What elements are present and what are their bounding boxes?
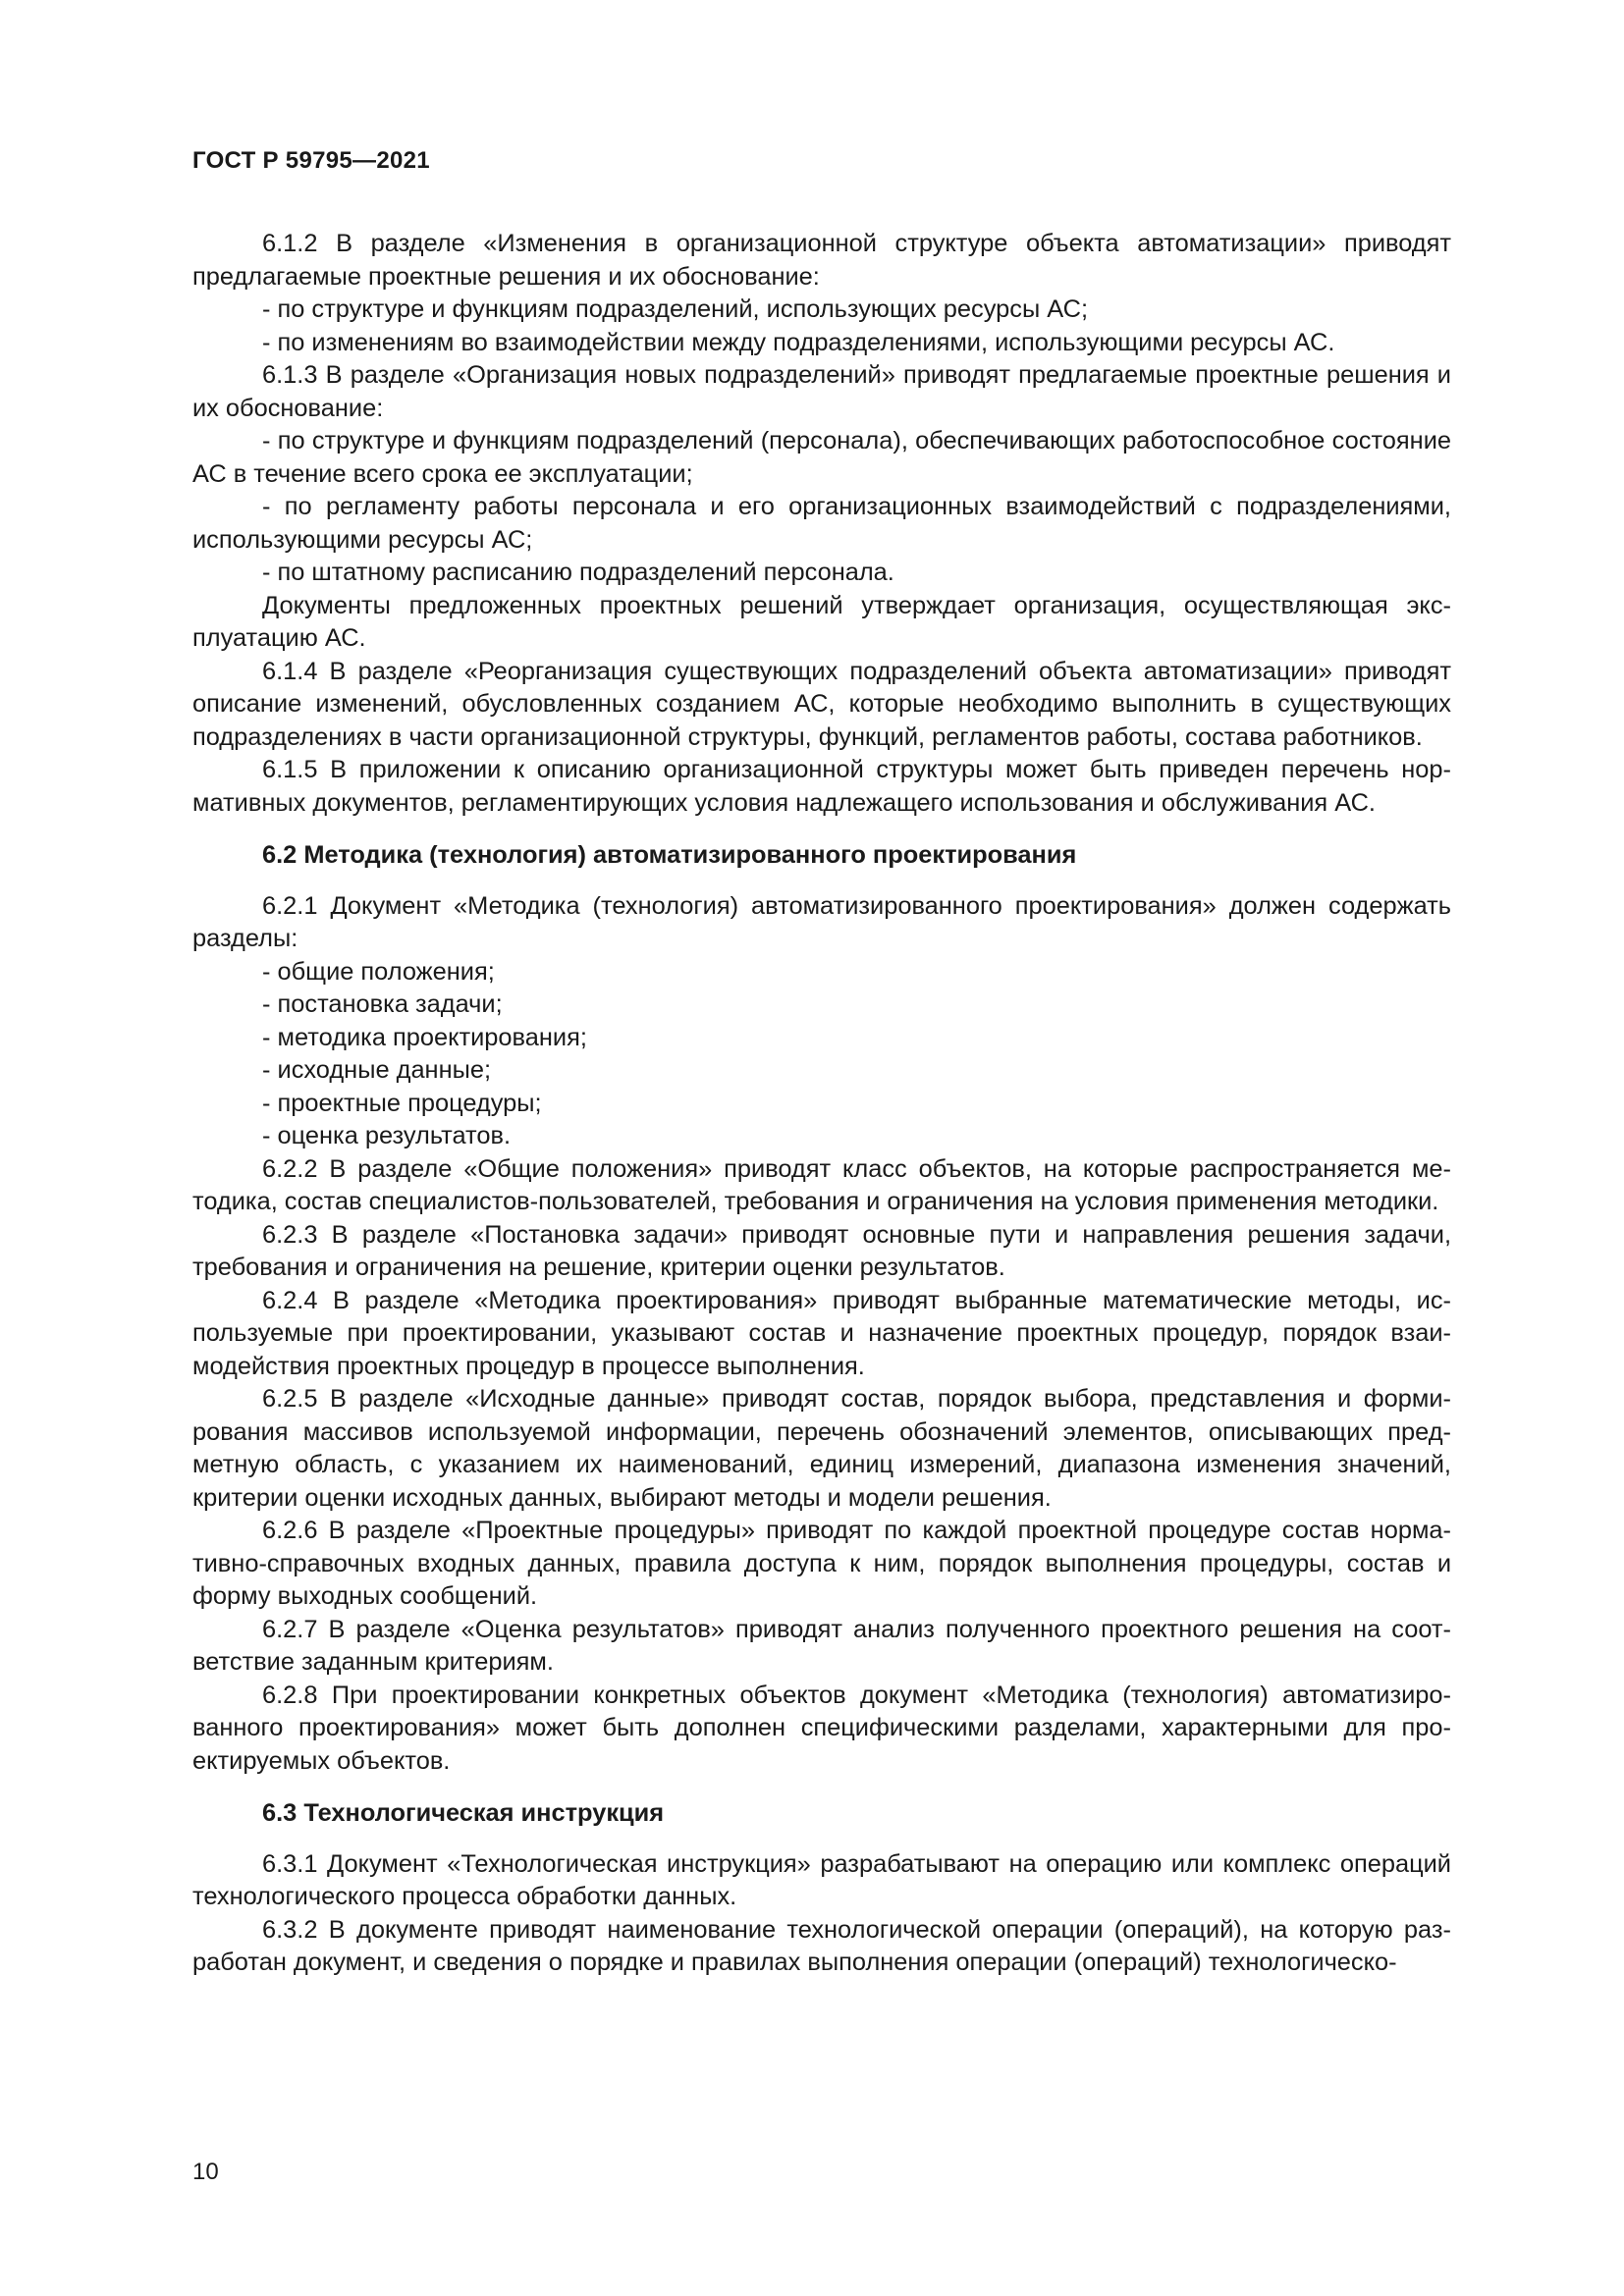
clause-6-2-6: 6.2.6 В разделе «Проектные процедуры» приводят по каждой проектной процедуре состав нормативно-справочных входных данных, правила доступа к ним, порядок выполнения процедуры, состав и форму выходных сообщений. xyxy=(192,1517,1451,1610)
section-heading-6-2: 6.2 Методика (технология) автоматизированного проектирования xyxy=(262,841,1077,869)
list-item: - проектные процедуры; xyxy=(262,1089,542,1117)
clause-6-1-2: 6.1.2 В разделе «Изменения в организационной структуре объекта автоматизации» приводят предлагаемые проектные решения и их обоснование: xyxy=(192,230,1451,291)
clause-6-3-2: 6.3.2 В документе приводят наименование технологической операции (операций), на которую разработан документ, и сведения о порядке и правилах выполнения операции (операций) технологическо- xyxy=(192,1915,1451,1976)
clause-6-2-7: 6.2.7 В разделе «Оценка результатов» приводят анализ полученного проектного решения на соответствие заданным критериям. xyxy=(192,1615,1451,1676)
list-item: - исходные данные; xyxy=(262,1056,492,1084)
list-item: - по структуре и функциям подразделений (персонала), обеспечивающих работоспособное состояние АС в течение всего срока ее эксплуатации; xyxy=(192,427,1451,488)
page-number: 10 xyxy=(192,2159,219,2185)
document-header: ГОСТ Р 59795—2021 xyxy=(192,147,430,174)
list-item: - оценка результатов. xyxy=(262,1122,512,1149)
list-item: - по изменениям во взаимодействии между подразделениями, использующими ресурсы АС. xyxy=(262,328,1335,356)
list-item: - постановка задачи; xyxy=(262,990,503,1018)
list-item: - по регламенту работы персонала и его организационных взаимодействий с подразделениями, использующими ресурсы АС; xyxy=(192,493,1451,554)
list-item: - по штатному расписанию подразделений персонала. xyxy=(262,559,894,586)
list-item: - общие положения; xyxy=(262,957,495,986)
page-body xyxy=(192,228,1451,1980)
clause-6-2-5: 6.2.5 В разделе «Исходные данные» приводят состав, порядок выбора, представления и формирования массивов используемой информации, перечень обозначений элементов, описывающих предметную область, с указанием их наименований, единиц измерений, диапазона изменения значений, критерии оценки исходных данных, выбирают методы и модели решения. xyxy=(192,1385,1451,1512)
clause-6-1-5: 6.1.5 В приложении к описанию организационной структуры может быть приведен перечень нормативных документов, регламентирующих условия надлежащего использования и обслуживания АС. xyxy=(192,756,1451,817)
clause-6-1-4: 6.1.4 В разделе «Реорганизация существующих подразделений объекта автоматизации» приводят описание изменений, обусловленных созданием АС, которые необходимо выполнить в существующих подразделениях в части организационной структуры, функций, регламентов работы, состава работников. xyxy=(192,657,1451,751)
list-item: - методика проектирования; xyxy=(262,1023,587,1051)
clause-6-2-3: 6.2.3 В разделе «Постановка задачи» приводят основные пути и направления решения задачи, требования и ограничения на решение, критерии оценки результатов. xyxy=(192,1220,1451,1281)
clause-6-2-4: 6.2.4 В разделе «Методика проектирования» приводят выбранные математические методы, используемые при проектировании, указывают состав и назначение проектных процедур, порядок взаимодействия проектных процедур в процессе выполнения. xyxy=(192,1286,1451,1380)
clause-6-2-8: 6.2.8 При проектировании конкретных объектов документ «Методика (технология) автоматизированного проектирования» может быть дополнен специфическими разделами, характерными для проектируемых объектов. xyxy=(192,1681,1451,1775)
paragraph: Документы предложенных проектных решений утверждает организация, осуществляющая эксплуатацию АС. xyxy=(192,591,1451,652)
list-item: - по структуре и функциям подразделений, использующих ресурсы АС; xyxy=(262,295,1089,323)
clause-6-2-1: 6.2.1 Документ «Методика (технология) автоматизированного проектирования» должен содержать разделы: xyxy=(192,891,1451,952)
clause-6-1-3: 6.1.3 В разделе «Организация новых подразделений» приводят предлагаемые проектные решения и их обоснование: xyxy=(192,361,1451,422)
section-heading-6-3: 6.3 Технологическая инструкция xyxy=(262,1799,665,1827)
clause-6-3-1: 6.3.1 Документ «Технологическая инструкция» разрабатывают на операцию или комплекс операций технологического процесса обработки данных. xyxy=(192,1849,1451,1910)
clause-6-2-2: 6.2.2 В разделе «Общие положения» приводят класс объектов, на которые распространяется методика, состав специалистов-пользователей, требования и ограничения на условия применения методики. xyxy=(192,1154,1451,1215)
